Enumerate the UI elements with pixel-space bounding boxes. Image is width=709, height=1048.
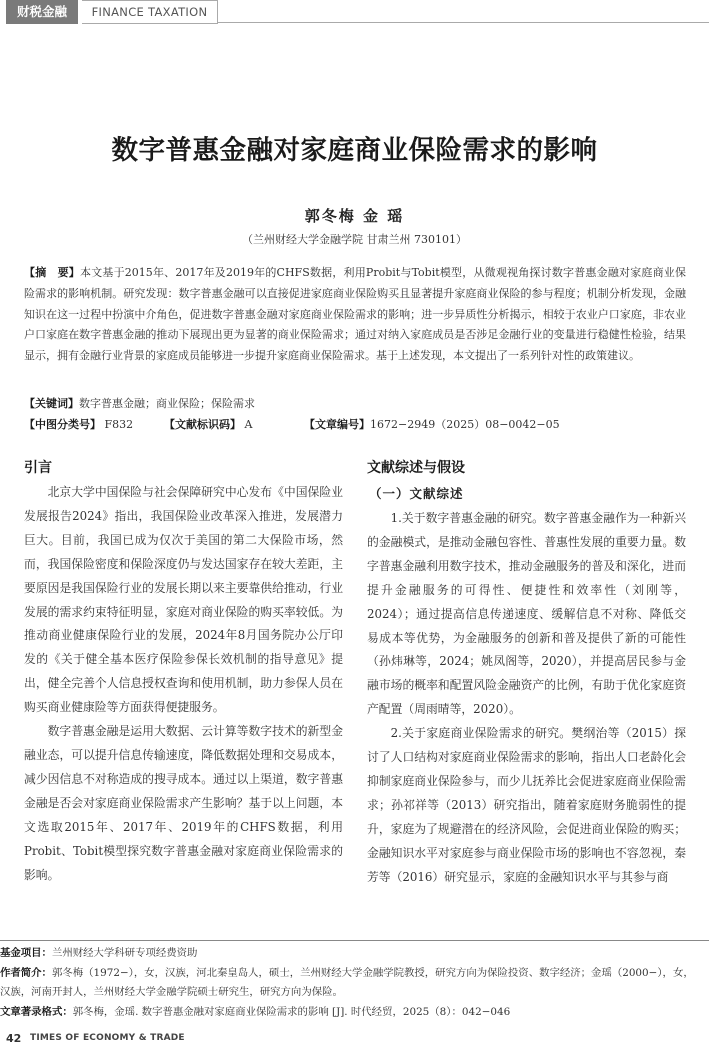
citation-note [0,1003,700,1023]
section-tab-cn: 财税金融 [6,0,78,24]
paragraph: 1.关于数字普惠金融的研究。数字普惠金融作为一种新兴的金融模式，是推动金融包容性、普惠性发展的重要力量。数字普惠金融利用数字技术，推动金融服务的普及和深化，进而提升金融服务的可得性、便捷性和效率性（刘刚等，2024）；通过提高信息传递速度、缓解信息不对称、降低交易成本等优势，为金融服务的创新和普及提供了新的可能性（孙炜琳等，2024；姚凤阁等，2020），并提高居民参与金融市场的概率和配置风险金融资产的比例，有助于优化家庭资产配置（周雨晴等，2020）。 [367,511,686,717]
footnote-rule [0,940,709,941]
fund-note [0,944,700,964]
subsection-heading: （一）文献综述 [369,486,464,501]
page-number: 42 [6,1032,22,1045]
article-affiliation: （兰州财经大学金融学院 甘肃兰州 730101） [242,233,467,246]
page-footer [0,1032,709,1048]
running-header [0,0,709,24]
paragraph: 2.关于家庭商业保险需求的研究。樊纲治等（2015）探讨了人口结构对家庭商业保险需求的影响，指出人口老龄化会抑制家庭商业保险参与，而少儿抚养比会促进家庭商业保险需求；孙祁祥等（2013）研究指出，随着家庭财务脆弱性的提升，家庭为了规避潜在的经济风险，会促进商业保险的购买；金融知识水平对家庭参与商业保险市场的影响也不容忽视，秦芳等（2016）研究显示，家庭的金融知识水平与其参与商 [367,726,686,884]
bio-label: 作者简介： [0,966,52,979]
article-authors: 郭冬梅 金 瑶 [304,207,405,225]
footnotes [0,944,700,1022]
paragraph: 数字普惠金融是运用大数据、云计算等数字技术的新型金融业态，可以提升信息传输速度，降低数据处理和交易成本，减少因信息不对称造成的搜寻成本。通过以上渠道，数字普惠金融是否会对家庭商业保险需求产生影响？基于以上问题，本文选取2015年、2017年、2019年的CHFS数据，利用Probit、Tobit模型探究数字普惠金融对家庭商业保险需求的影响。 [24,724,343,882]
classification-line [24,415,686,435]
article-no-value: 1672−2949（2025）08−0042−05 [370,418,560,431]
clc-value: F832 [104,418,134,431]
header-rule [218,22,709,23]
fund-text: 兰州财经大学科研专项经费资助 [51,947,198,959]
abstract-label: 【摘 要】 [24,266,80,279]
keywords-label: 【关键词】 [24,397,79,410]
cite-label: 文章著录格式： [0,1005,73,1018]
author-bio-note [0,964,700,1003]
doc-code-value: A [244,418,253,431]
journal-name: TIMES OF ECONOMY & TRADE [30,1033,185,1043]
clc-label: 【中图分类号】 [24,418,101,431]
paragraph: 北京大学中国保险与社会保障研究中心发布《中国保险业发展报告2024》指出，我国保险业改革深入推进，发展潜力巨大。目前，我国已成为仅次于美国的第二大保险市场，然而，我国保险密度和保险深度仍与发达国家存在较大差距，主要原因是我国保险行业的发展长期以来主要靠供给推动，行业发展的需求约束特征明显，家庭对商业保险的购买率较低。为推动商业健康保险行业的发展，2024年8月国务院办公厅印发的《关于健全基本医疗保险参保长效机制的指导意见》提出，健全完善个人信息授权查询和使用机制，助力参保人员在购买商业健康险等方面获得便捷服务。 [24,485,343,715]
section-tab-en: FINANCE TAXATION [82,0,218,24]
section-heading-introduction: 引言 [24,460,52,476]
keywords-text: 数字普惠金融；商业保险；保险需求 [79,397,255,410]
fund-label: 基金项目： [0,947,52,959]
doc-code-label: 【文献标识码】 [164,418,241,431]
abstract-block [24,263,686,367]
left-column [24,455,343,887]
article-no-label: 【文章编号】 [304,418,370,431]
cite-text: 郭冬梅，金瑶. 数字普惠金融对家庭商业保险需求的影响 [J]. 时代经贸，2025（8）：042−046 [72,1005,511,1018]
article-title: 数字普惠金融对家庭商业保险需求的影响 [111,135,598,166]
abstract-text: 本文基于2015年、2017年及2019年的CHFS数据，利用Probit与Tobit模型，从微观视角探讨数字普惠金融对家庭商业保险需求的影响机制。研究发现：数字普惠金融可以直接促进家庭商业保险购买且显著提升家庭商业保险的参与程度；机制分析发现，金融知识在这一过程中扮演中介角色，促进数字普惠金融对家庭商业保险需求的影响；进一步异质性分析揭示，相较于农业户口家庭，非农业户口家庭在数字普惠金融的推动下展现出更为显著的商业保险需求；通过对纳入家庭成员是否涉足金融行业的变量进行稳健性检验，结果显示，拥有金融行业背景的家庭成员能够进一步提升家庭商业保险需求。基于上述发现，本文提出了一系列针对性的政策建议。 [24,266,687,363]
right-column [367,455,686,890]
section-heading-literature: 文献综述与假设 [367,460,465,476]
keywords-line [24,394,686,414]
bio-text: 郭冬梅（1972−），女，汉族，河北秦皇岛人，硕士，兰州财经大学金融学院教授，研究方向为保险投资、数字经济；金瑶（2000−），女，汉族，河南开封人，兰州财经大学金融学院硕士研究生，研究方向为保险。 [0,966,694,998]
